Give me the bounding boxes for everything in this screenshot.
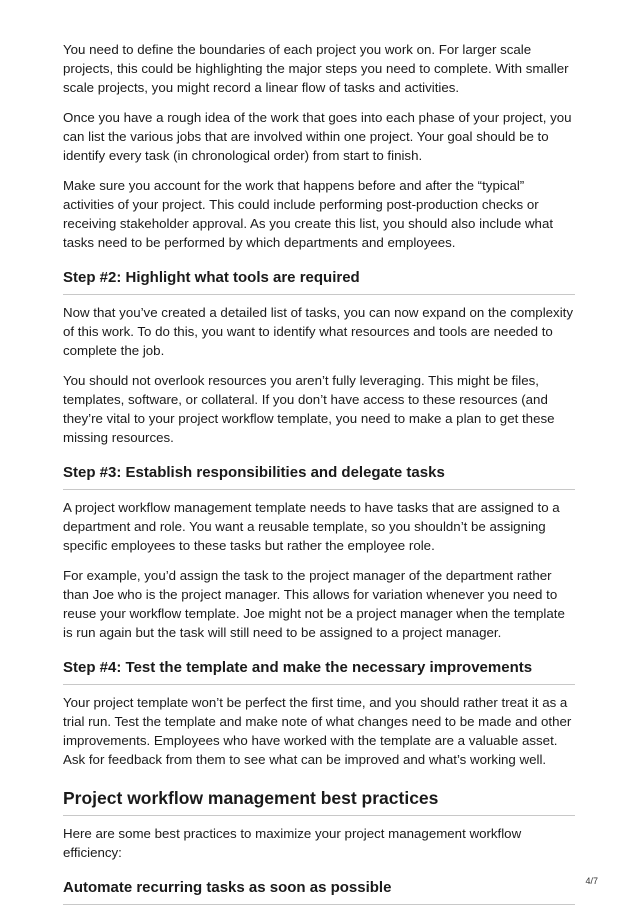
intro-paragraph-1: You need to define the boundaries of each project you work on. For larger scale projects, this could be highlighting the major steps you need to complete. With smaller scale projects, you might record a linear flow of tasks and activities. [63,42,569,95]
step2-heading: Step #2: Highlight what tools are required [63,268,575,295]
step3-paragraph-2: For example, you’d assign the task to the project manager of the department rather than Joe who is the project manager. This allows for variation whenever you need to reuse your workflow template. Joe might not be a project manager when the template is run again but the task will still need to be assigned to a project manager. [63,568,565,640]
best-practices-paragraph: Here are some best practices to maximize your project management workflow efficiency: [63,826,522,860]
step2-paragraph-1: Now that you’ve created a detailed list of tasks, you can now expand on the complexity of this work. To do this, you want to identify what resources and tools are needed to complete the job. [63,305,574,358]
automate-subheading: Automate recurring tasks as soon as possible [63,878,575,905]
intro-paragraph-3: Make sure you account for the work that happens before and after the “typical” activities of your project. This could include performing post-production checks or receiving stakeholder approval. As you create this list, you should also include what tasks need to be performed by which departments and employees. [63,178,554,250]
step3-heading: Step #3: Establish responsibilities and delegate tasks [63,463,575,490]
step3-paragraph-1: A project workflow management template needs to have tasks that are assigned to a department and role. You want a reusable template, so you shouldn’t be assigning specific employees to these tasks but rather the employee role. [63,500,560,553]
step2-paragraph-2: You should not overlook resources you aren’t fully leveraging. This might be files, templates, software, or collateral. If you don’t have access to these resources (and they’re vital to your project workflow template, you need to make a plan to get these missing resources. [63,373,555,445]
best-practices-heading: Project workflow management best practices [63,787,575,816]
step4-paragraph-1: Your project template won’t be perfect the first time, and you should rather treat it as a trial run. Test the template and make note of what changes need to be made and other improvements. Employees who have worked with the template are a valuable asset. Ask for feedback from them to see what can be improved and what’s working well. [63,695,572,767]
intro-paragraph-2: Once you have a rough idea of the work that goes into each phase of your project, you can list the various jobs that are involved within one project. Your goal should be to identify every task (in chronological order) from start to finish. [63,110,572,163]
step4-heading: Step #4: Test the template and make the necessary improvements [63,658,575,685]
page-number: 4/7 [585,876,598,886]
article-content [63,40,575,913]
